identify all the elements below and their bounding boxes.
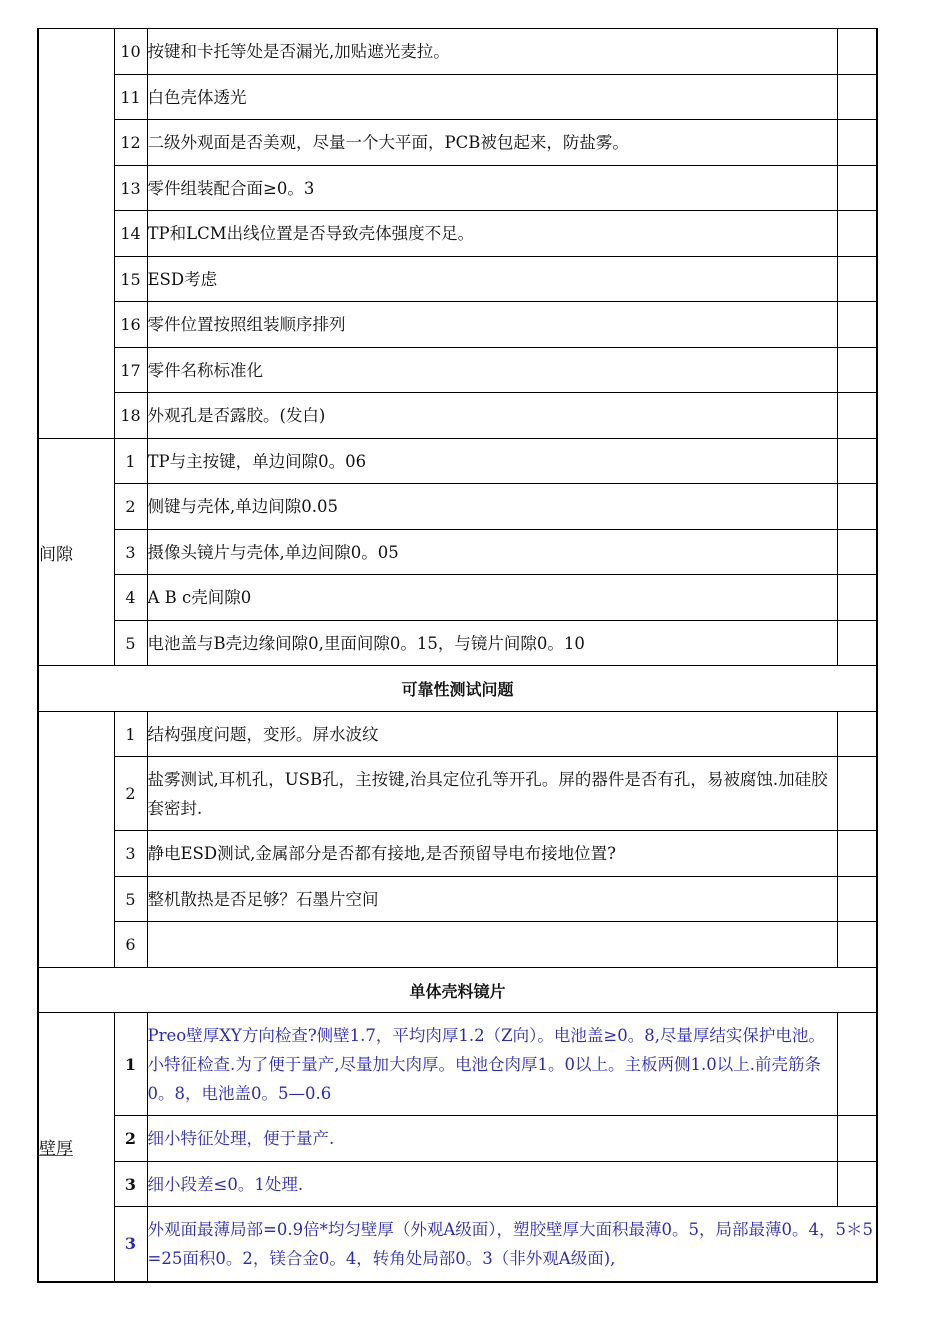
table-row: [38, 712, 877, 757]
row-text: 盐雾测试,耳机孔，USB孔，主按键,治具定位孔等开孔。屏的器件是否有孔，易被腐蚀.加硅胶套密封.: [147, 757, 837, 831]
row-number: 6: [114, 922, 147, 968]
category-cell: [38, 29, 114, 439]
check-cell[interactable]: [837, 166, 877, 211]
row-number: 2: [114, 484, 147, 530]
row-text: 侧键与壳体,单边间隙0.05: [147, 484, 837, 530]
check-cell[interactable]: [837, 484, 877, 530]
row-number: 1: [114, 1013, 147, 1116]
row-text: 零件位置按照组装顺序排列: [147, 302, 837, 348]
table-row: [38, 439, 877, 484]
row-text: 白色壳体透光: [147, 75, 837, 120]
table-row: [38, 1013, 877, 1116]
section-header-parts: 单体壳料镜片: [38, 968, 877, 1013]
check-cell[interactable]: [837, 621, 877, 666]
check-cell[interactable]: [837, 211, 877, 257]
table-row: [38, 621, 877, 666]
row-number: 4: [114, 575, 147, 621]
row-number: 13: [114, 166, 147, 211]
check-cell[interactable]: [837, 575, 877, 621]
row-number: 3: [114, 831, 147, 877]
section-header-row: [38, 666, 877, 712]
check-cell[interactable]: [837, 29, 877, 75]
category-gap: 间隙: [38, 439, 114, 666]
row-text: 细小段差≤0。1处理.: [147, 1162, 837, 1207]
check-cell[interactable]: [837, 302, 877, 348]
check-cell[interactable]: [837, 712, 877, 757]
row-number: 16: [114, 302, 147, 348]
row-text: 零件名称标准化: [147, 348, 837, 393]
row-number: 1: [114, 712, 147, 757]
table-row: [38, 922, 877, 968]
row-number: 3: [114, 530, 147, 575]
row-number: 11: [114, 75, 147, 120]
row-text: 细小特征处理，便于量产.: [147, 1116, 837, 1162]
check-cell[interactable]: [837, 1116, 877, 1162]
row-number: 2: [114, 757, 147, 831]
check-cell[interactable]: [837, 75, 877, 120]
table-row: [38, 393, 877, 439]
row-number: 15: [114, 257, 147, 302]
table-row: [38, 757, 877, 831]
row-number: 3: [114, 1162, 147, 1207]
row-text: A B c壳间隙0: [147, 575, 837, 621]
check-cell[interactable]: [837, 922, 877, 968]
check-cell[interactable]: [837, 877, 877, 922]
check-cell[interactable]: [837, 393, 877, 439]
row-text: Preo壁厚XY方向检查?侧壁1.7，平均肉厚1.2（Z向）。电池盖≥0。8,尽量厚结实保护电池。小特征检查.为了便于量产,尽量加大肉厚。电池仓肉厚1。0以上。主板两侧1.0以上.前壳筋条0。8，电池盖0。5—0.6: [147, 1013, 837, 1116]
row-number: 5: [114, 877, 147, 922]
row-text: 结构强度问题，变形。屏水波纹: [147, 712, 837, 757]
table-row: [38, 211, 877, 257]
row-text: TP和LCM出线位置是否导致壳体强度不足。: [147, 211, 837, 257]
table-row: [38, 348, 877, 393]
category-wall: 壁厚: [38, 1013, 114, 1282]
row-text: 二级外观面是否美观，尽量一个大平面，PCB被包起来，防盐雾。: [147, 120, 837, 166]
row-number: 3: [114, 1207, 147, 1282]
row-text: 整机散热是否足够？石墨片空间: [147, 877, 837, 922]
table-row: [38, 1116, 877, 1162]
table-row: [38, 120, 877, 166]
row-text: 静电ESD测试,金属部分是否都有接地,是否预留导电布接地位置?: [147, 831, 837, 877]
section-header-reliability: 可靠性测试问题: [38, 666, 877, 712]
check-cell[interactable]: [837, 831, 877, 877]
table-row: [38, 831, 877, 877]
row-text: 摄像头镜片与壳体,单边间隙0。05: [147, 530, 837, 575]
check-cell[interactable]: [837, 1013, 877, 1116]
row-number: 1: [114, 439, 147, 484]
row-text: 外观孔是否露胶。(发白): [147, 393, 837, 439]
table-row: [38, 1162, 877, 1207]
check-cell[interactable]: [837, 439, 877, 484]
category-cell: [38, 712, 114, 968]
check-cell[interactable]: [837, 348, 877, 393]
row-number: 17: [114, 348, 147, 393]
table-row: [38, 257, 877, 302]
row-number: 18: [114, 393, 147, 439]
table-row: [38, 1207, 877, 1282]
row-text: TP与主按键，单边间隙0。06: [147, 439, 837, 484]
check-cell[interactable]: [837, 257, 877, 302]
row-text: 零件组装配合面≥0。3: [147, 166, 837, 211]
row-text: 电池盖与B壳边缘间隙0,里面间隙0。15，与镜片间隙0。10: [147, 621, 837, 666]
table-row: [38, 29, 877, 75]
row-number: 14: [114, 211, 147, 257]
section-header-row: [38, 968, 877, 1013]
row-text: [147, 922, 837, 968]
table-row: [38, 484, 877, 530]
check-cell[interactable]: [837, 1162, 877, 1207]
check-cell[interactable]: [837, 757, 877, 831]
row-number: 10: [114, 29, 147, 75]
table-row: [38, 166, 877, 211]
row-text: 外观面最薄局部=0.9倍*均匀壁厚（外观A级面），塑胶壁厚大面积最薄0。5，局部最薄0。4，5＊5=25面积0。2，镁合金0。4，转角处局部0。3（非外观A级面),: [147, 1207, 877, 1282]
check-cell[interactable]: [837, 120, 877, 166]
table-row: [38, 302, 877, 348]
table-row: [38, 75, 877, 120]
table-row: [38, 877, 877, 922]
row-number: 5: [114, 621, 147, 666]
table-row: [38, 530, 877, 575]
table-row: [38, 575, 877, 621]
row-number: 2: [114, 1116, 147, 1162]
row-number: 12: [114, 120, 147, 166]
check-cell[interactable]: [837, 530, 877, 575]
row-text: 按键和卡托等处是否漏光,加贴遮光麦拉。: [147, 29, 837, 75]
row-text: ESD考虑: [147, 257, 837, 302]
checklist-table: [37, 28, 878, 1283]
